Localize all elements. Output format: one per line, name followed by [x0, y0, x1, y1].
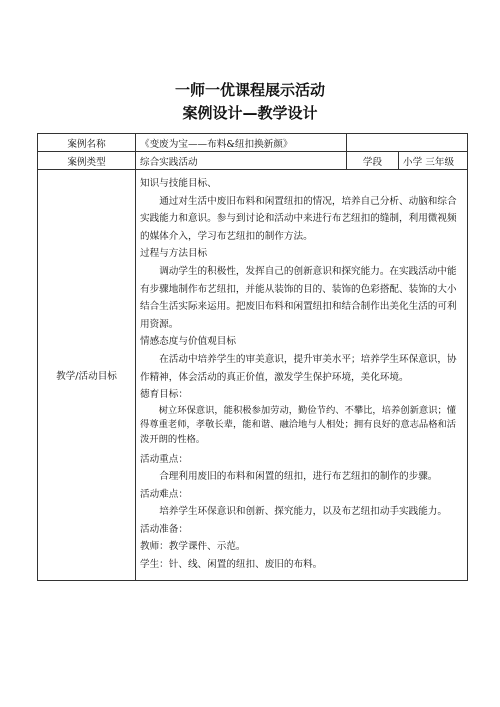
stage-value: 小学 三年级 — [399, 152, 468, 170]
goals-label: 教学/活动目标 — [38, 170, 136, 581]
moral-text: 树立环保意识，能积极参加劳动，勤俭节约、不攀比，培养创新意识；懂得尊重老师，孝敬长辈，能和谐、融洽地与人相处；拥有良好的意志品格和活泼开朗的性格。 — [140, 404, 457, 445]
case-name-label: 案例名称 — [38, 134, 136, 152]
prep-student: 学生：针、线、闲置的纽扣、废旧的布料。 — [140, 559, 323, 571]
case-design-table — [37, 133, 468, 581]
empty-cell — [347, 134, 468, 152]
process-heading: 过程与方法目标 — [140, 248, 208, 260]
case-type-row — [38, 152, 468, 170]
difficulty-heading: 活动难点： — [140, 488, 188, 500]
document-subtitle: 案例设计—教学设计 — [182, 104, 318, 122]
knowledge-text: 通过对生活中废旧布料和闲置纽扣的情况，培养自己分析、动脑和综合实践能力和意识。参与到讨论和活动中来进行布艺纽扣的缝制，利用微视频的媒体介入，学习布艺纽扣的制作方法。 — [140, 195, 457, 242]
key-heading: 活动重点： — [140, 453, 188, 465]
case-type-value: 综合实践活动 — [136, 152, 347, 170]
case-name-value: 《变废为宝——布料&纽扣换新颜》 — [136, 134, 347, 152]
emotion-text: 在活动中培养学生的审美意识，提升审美水平；培养学生环保意识，协作精神，体会活动的真正价值，激发学生保护环境，美化环境。 — [140, 353, 457, 383]
document-title: 一师一优课程展示活动 — [174, 81, 325, 99]
process-text: 调动学生的积极性，发挥自己的创新意识和探究能力。在实践活动中能有步骤地制作布艺纽扣，并能从装饰的目的、装饰的色彩搭配、装饰的大小结合生活实际来运用。把废旧布料和闲置纽扣和结合制作出美化生活的可利用资源。 — [140, 265, 457, 330]
prep-teacher: 教师：教学课件、示范。 — [140, 541, 246, 553]
goals-content — [136, 170, 468, 581]
case-type-label: 案例类型 — [38, 152, 136, 170]
key-text: 合理利用废旧的布料和闲置的纽扣，进行布艺纽扣的制作的步骤。 — [159, 471, 438, 483]
prep-heading: 活动准备： — [140, 523, 188, 535]
knowledge-heading: 知识与技能目标、 — [140, 178, 217, 189]
difficulty-text: 培养学生环保意识和创新、探究能力，以及布艺纽扣动手实践能力。 — [159, 506, 447, 518]
case-name-row — [38, 134, 468, 152]
emotion-heading: 情感态度与价值观目标 — [140, 336, 236, 348]
stage-label: 学段 — [347, 152, 399, 170]
goals-row — [38, 170, 468, 581]
moral-heading: 德育目标： — [140, 389, 188, 401]
